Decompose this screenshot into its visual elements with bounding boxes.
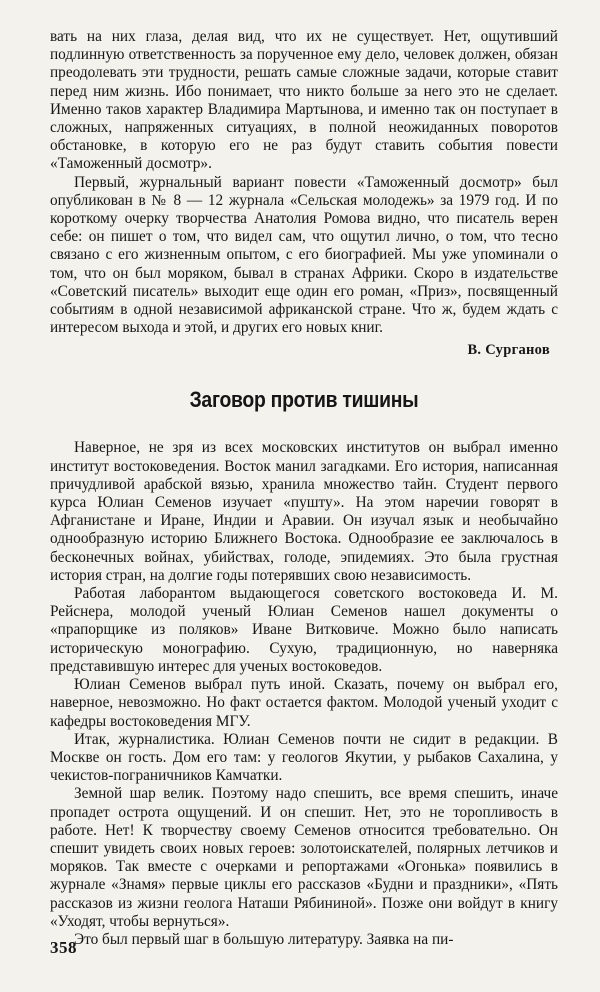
body-paragraph: Итак, журналистика. Юлиан Семенов почти не сидит в редакции. В Москве он гость. Дом его там: у геологов Якутии, у рыбаков Сахалина, у чекистов-пограничников Камчатки. bbox=[50, 730, 558, 785]
body-paragraph: Первый, журнальный вариант повести «Таможенный досмотр» был опубликован в № 8 — 12 журнала «Сельская молодежь» за 1979 год. И по короткому очерку творчества Анатолия Ромова видно, что писатель верен себе: он пишет о том, что видел сам, что ощутил лично, о том, что тесно связано с его жизненным опытом, с его биографией. Мы уже упоминали о том, что он был моряком, бывал в странах Африки. Скоро в издательстве «Советский писатель» выходит еще один его роман, «Приз», посвященный событиям в одной независимой африканской стране. Что ж, будем ждать с интересом выхода и этой, и других его новых книг. bbox=[50, 173, 558, 337]
section-title: Заговор против тишины bbox=[189, 387, 419, 413]
page-number: 358 bbox=[50, 938, 77, 957]
body-paragraph: Работая лаборантом выдающегося советского востоковеда И. М. Рейснера, молодой ученый Юлиан Семенов нашел документы о «прапорщике из поляков» Иване Витковиче. Можно было написать историческую монографию. Сухую, традиционную, но наверняка представившую интерес для ученых востоковедов. bbox=[50, 585, 558, 675]
author-signature: В. Сурганов bbox=[467, 342, 550, 359]
body-paragraph: Земной шар велик. Поэтому надо спешить, все время спешить, иначе пропадет острота ощущений. И он спешит. Нет, это не торопливость в работе. Нет! К творчеству своему Семенов относится требовательно. Он спешит увидеть своих новых героев: золотоискателей, полярных летчиков и моряков. Так вместе с очерками и репортажами «Огонька» появились в журнале «Знамя» первые циклы его рассказов «Будни и праздники», «Пять рассказов из жизни геолога Наташи Рябининой». Позже они войдут в книгу «Уходят, чтобы вернуться». bbox=[50, 785, 558, 930]
body-paragraph: Юлиан Семенов выбрал путь иной. Сказать, почему он выбрал его, наверное, невозможно. Но факт остается фактом. Молодой ученый уходит с кафедры востоковедения МГУ. bbox=[50, 676, 558, 730]
body-paragraph: вать на них глаза, делая вид, что их не существует. Нет, ощутивший подлинную ответственность за порученное ему дело, человек должен, обязан преодолевать эти трудности, решать самые сложные задачи, которые ставит перед ним жизнь. Ибо понимает, что никто больше за него это не сделает. Именно таков характер Владимира Мартынова, и именно так он поступает в сложных, напряженных ситуациях, в полной неожиданных поворотов обстановке, в которую его не раз будут ставить события повести «Таможенный досмотр». bbox=[50, 28, 558, 173]
body-paragraph: Наверное, не зря из всех московских институтов он выбрал именно институт востоковедения. Восток манил загадками. Его история, написанная причудливой арабской вязью, хранила множество тайн. Студент первого курса Юлиан Семенов изучает «пушту». На этом наречии говорят в Афганистане и Иране, Индии и Аравии. Он изучал язык и необычайно однообразную историю Ближнего Востока. Однообразие ее заключалось в бесконечных войнах, убийствах, голоде, эпидемиях. Это была грустная история стран, на долгие годы потерявших свою независимость. bbox=[50, 439, 558, 584]
body-paragraph: Это был первый шаг в большую литературу. Заявка на пи- bbox=[74, 930, 454, 948]
